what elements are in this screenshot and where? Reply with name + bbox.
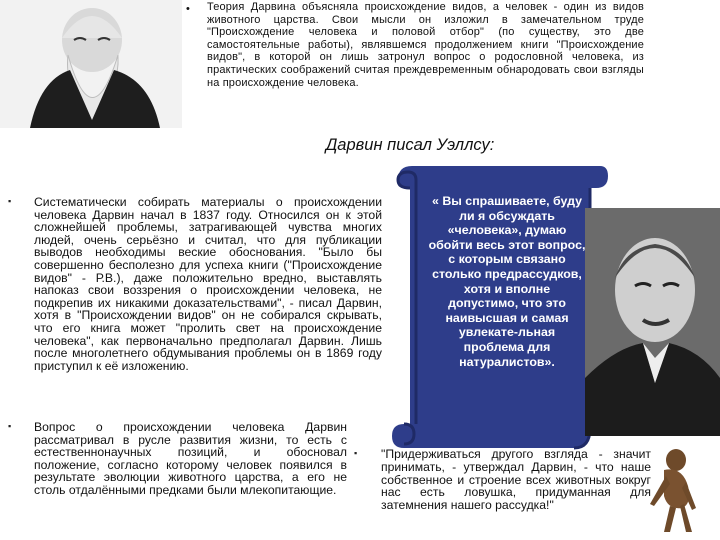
- section-heading: Дарвин писал Уэллсу:: [325, 136, 495, 154]
- scroll-quote: « Вы спрашиваете, буду ли я обсуждать «человека», думаю обойти весь этот вопрос, с которым связано столько предрассудков, хотя и вполне допустимо, что это наивысшая и самая увлекате-льная проблема для натуралистов».: [428, 194, 586, 369]
- top-paragraph: Теория Дарвина объясняла происхождение видов, а человек - один из видов животного царства. Свои мысли он изложил в замечательном труде "Происхождение человека и половой отбор" (по существу, это две самостоятельные работы), являвшемся продолжением книги "Происхождение видов", в которой он лишь затронул вопрос о родословной человека, из практических соображений считая преждевременным обнародовать свои взгляды на происхождение человека.: [207, 1, 644, 89]
- bullet: ▪: [8, 421, 12, 431]
- darwin-portrait: [0, 0, 182, 128]
- bullet: ▪: [8, 196, 12, 206]
- paragraph-1: Систематически собирать материалы о происхождении человека Дарвин начал в 1837 году. Относился он к этой сложнейшей проблемы, затрагивающей чувства многих людей, очень серьёзно и считал, что для публикации выводов необходимы веские обоснования. "Было бы совершенно бесполезно для успеха книги ("Происхождение видов" - Р.В.), даже положительно вредно, выставлять напоказ свои воззрения о происхождении человека, не подкрепив их никакими доказательствами", - писал Дарвин, хотя в "Происхождении видов" он не собирался скрывать, что его книга может "пролить свет на происхождение человека", как первоначально предполагал Дарвин. Лишь после многолетнего обдумывания проблемы он в 1869 году приступил к её изложению.: [34, 195, 382, 373]
- wells-portrait: [585, 208, 720, 436]
- paragraph-2: Вопрос о происхождении человека Дарвин рассматривал в русле развития жизни, то есть с естественнонаучных позиций, и обосновал положение, согласно которому человек появился в результате эволюции животного царства, а его не столь отдалёнными предками были млекопитающие.: [34, 420, 347, 497]
- bullet: ▪: [354, 448, 358, 458]
- darwin-quote: "Придерживаться другого взгляда - значит принимать, - утверждал Дарвин, - что наше собственное и строение всех животных вокруг нас есть ловушка, придуманная для затемнения нашего рассудка!": [381, 447, 651, 513]
- bullet: •: [186, 3, 190, 15]
- ape-figure: [642, 446, 702, 534]
